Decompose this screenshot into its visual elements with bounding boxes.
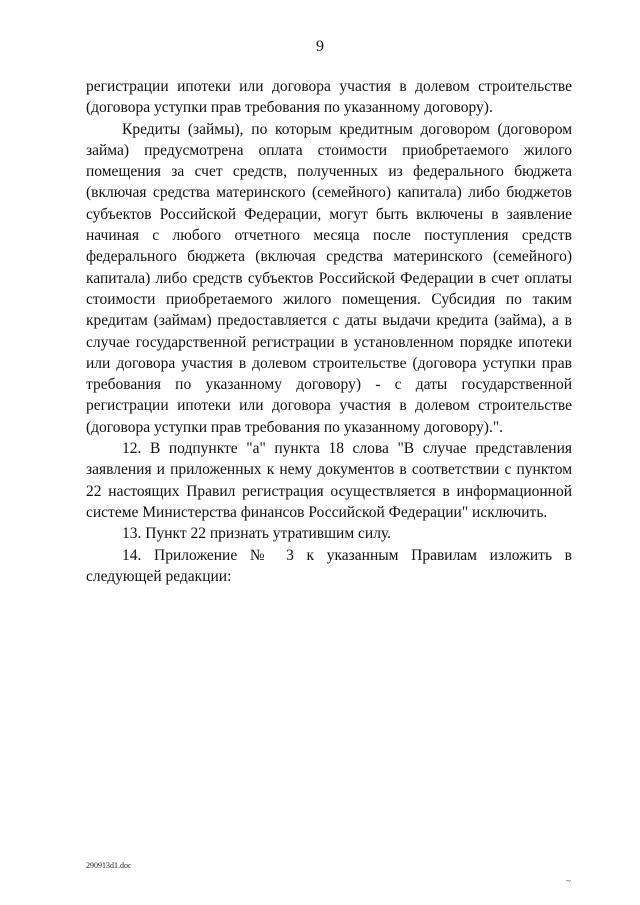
paragraph-item-14: 14. Приложение № 3 к указанным Правилам изложить в следующей редакции: — [86, 546, 572, 585]
footer-file-name: 290913d1.doc — [86, 861, 132, 870]
page-number: 9 — [316, 38, 324, 55]
paragraph-item-12: 12. В подпункте "а" пункта 18 слова "В случае представления заявления и приложенных к нему документов в соответствии с пунктом 22 настоящих Правил регистрация осуществляется в информационной системе Министерства финансов Российской Федерации" исключить. — [86, 440, 572, 521]
document-body — [86, 76, 572, 587]
paragraph-item-13: 13. Пункт 22 признать утратившим силу. — [122, 525, 392, 543]
footer-mark: ~ — [566, 876, 571, 886]
paragraph-continuation: регистрации ипотеки или договора участия в долевом строительстве (договора уступки прав требования по указанному договору). — [86, 78, 572, 117]
paragraph-credits: Кредиты (займы), по которым кредитным договором (договором займа) предусмотрена оплата стоимости приобретаемого жилого помещения за счет средств, полученных из федерального бюджета (включая средства материнского (семейного) капитала) либо бюджетов субъектов Российской Федерации, могут быть включены в заявление начиная с любого отчетного месяца после поступления средств федерального бюджета (включая средства материнского (семейного) капитала) либо средств субъектов Российской Федерации в счет оплаты стоимости приобретаемого жилого помещения. Субсидия по таким кредитам (займам) предоставляется с даты выдачи кредита (займа), а в случае государственной регистрации в установленном порядке ипотеки или договора участия в долевом строительстве (договора уступки прав требования по указанному договору) - с даты государственной регистрации ипотеки или договора участия в долевом строительстве (договора уступки прав требования по указанному договору).". — [86, 120, 572, 436]
